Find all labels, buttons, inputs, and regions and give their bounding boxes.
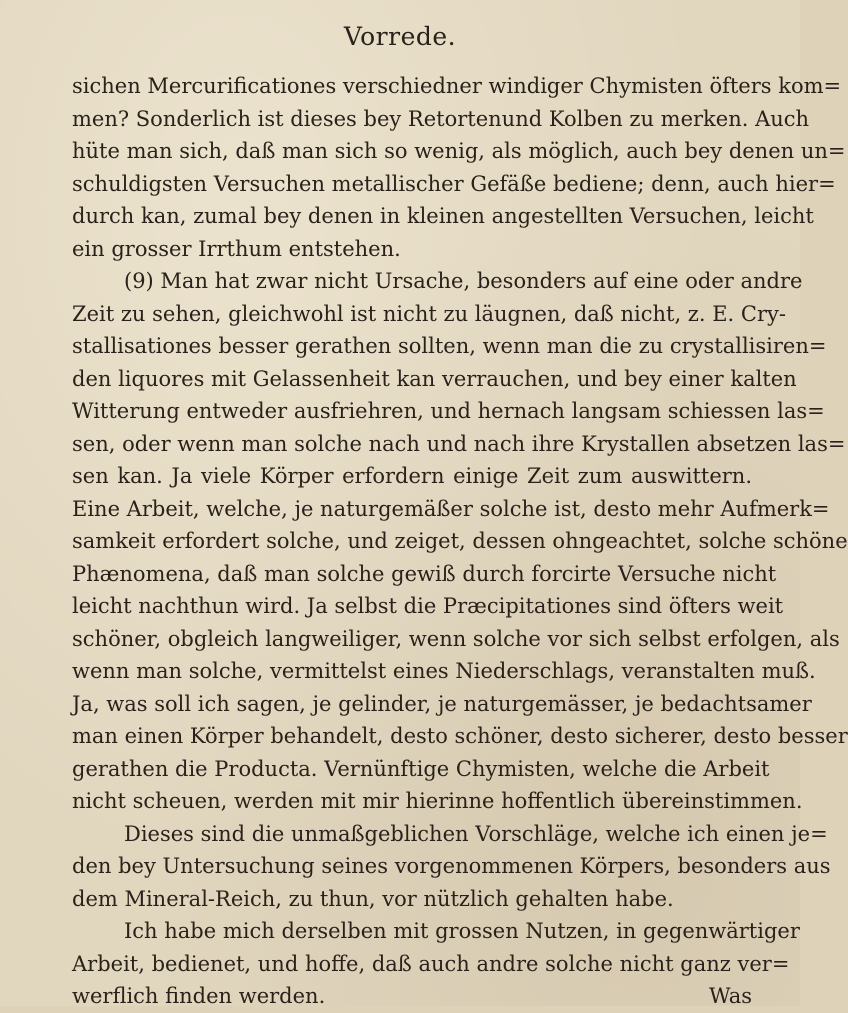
text-line: werflich finden werden. bbox=[72, 984, 326, 1008]
text-line: Ja, was soll ich sagen, je gelinder, je naturgemässer, je bedachtsamer bbox=[72, 691, 812, 716]
paragraph-start-line: (9) Man hat zwar nicht Ursache, besonders auf eine oder andre bbox=[124, 269, 803, 293]
text-line: leicht nachthun wird. Ja selbst die Præcipitationes sind öfters weit bbox=[72, 594, 784, 618]
text-line: sen kan. Ja viele Körper erfordern einige Zeit zum auswittern. bbox=[72, 464, 752, 488]
text-line: samkeit erfordert solche, und zeiget, dessen ohngeachtet, solche schöne bbox=[72, 529, 848, 553]
text-line: schuldigsten Versuchen metallischer Gefäße bediene; denn, auch hier= bbox=[72, 171, 836, 196]
text-line: man einen Körper behandelt, desto schöner, desto sicherer, desto besser bbox=[72, 724, 848, 748]
text-line: nicht scheuen, werden mit mir hierinne hoffentlich übereinstimmen. bbox=[72, 789, 803, 813]
text-line: sen, oder wenn man solche nach und nach ihre Krystallen absetzen las= bbox=[72, 431, 846, 456]
text-line: den bey Untersuchung seines vorgenommenen Körpers, besonders aus bbox=[72, 854, 831, 878]
text-line: stallisationes besser gerathen sollten, wenn man die zu crystallisiren= bbox=[72, 334, 827, 358]
text-line: dem Mineral-Reich, zu thun, vor nützlich gehalten habe. bbox=[72, 886, 674, 911]
text-line: ein grosser Irrthum entstehen. bbox=[72, 236, 401, 261]
last-line-row bbox=[72, 980, 752, 1013]
text-line: Phænomena, daß man solche gewiß durch forcirte Versuche nicht bbox=[72, 561, 777, 586]
text-line: men? Sonderlich ist dieses bey Retortenund Kolben zu merken. Auch bbox=[72, 106, 810, 131]
text-line: sichen Mercurificationes verschiedner windiger Chymisten öfters kom= bbox=[72, 74, 842, 98]
paragraph-start-line: Dieses sind die unmaßgeblichen Vorschläge, welche ich einen je= bbox=[124, 821, 828, 846]
text-line: den liquores mit Gelassenheit kan verrauchen, und bey einer kalten bbox=[72, 366, 797, 391]
body-text bbox=[72, 70, 848, 1013]
text-line: Arbeit, bedienet, und hoffe, daß auch andre solche nicht ganz ver= bbox=[72, 951, 790, 976]
running-head: Vorrede. bbox=[343, 22, 457, 51]
text-line: Eine Arbeit, welche, je naturgemäßer solche ist, desto mehr Aufmerk= bbox=[72, 496, 830, 521]
text-line: wenn man solche, vermittelst eines Niederschlags, veranstalten muß. bbox=[72, 659, 816, 683]
text-line: durch kan, zumal bey denen in kleinen angestellten Versuchen, leicht bbox=[72, 204, 814, 228]
catchword: Was bbox=[708, 984, 752, 1008]
text-line: schöner, obgleich langweiliger, wenn solche vor sich selbst erfolgen, als bbox=[72, 626, 840, 651]
text-line: hüte man sich, daß man sich so wenig, als möglich, auch bey denen un= bbox=[72, 139, 846, 163]
text-line: Zeit zu sehen, gleichwohl ist nicht zu läugnen, daß nicht, z. E. Cry- bbox=[72, 301, 786, 326]
paragraph-start-line: Ich habe mich derselben mit grossen Nutzen, in gegenwärtiger bbox=[124, 919, 800, 943]
text-line: gerathen die Producta. Vernünftige Chymisten, welche die Arbeit bbox=[72, 756, 770, 781]
text-line: Witterung entweder ausfriehren, und hernach langsam schiessen las= bbox=[72, 399, 825, 423]
